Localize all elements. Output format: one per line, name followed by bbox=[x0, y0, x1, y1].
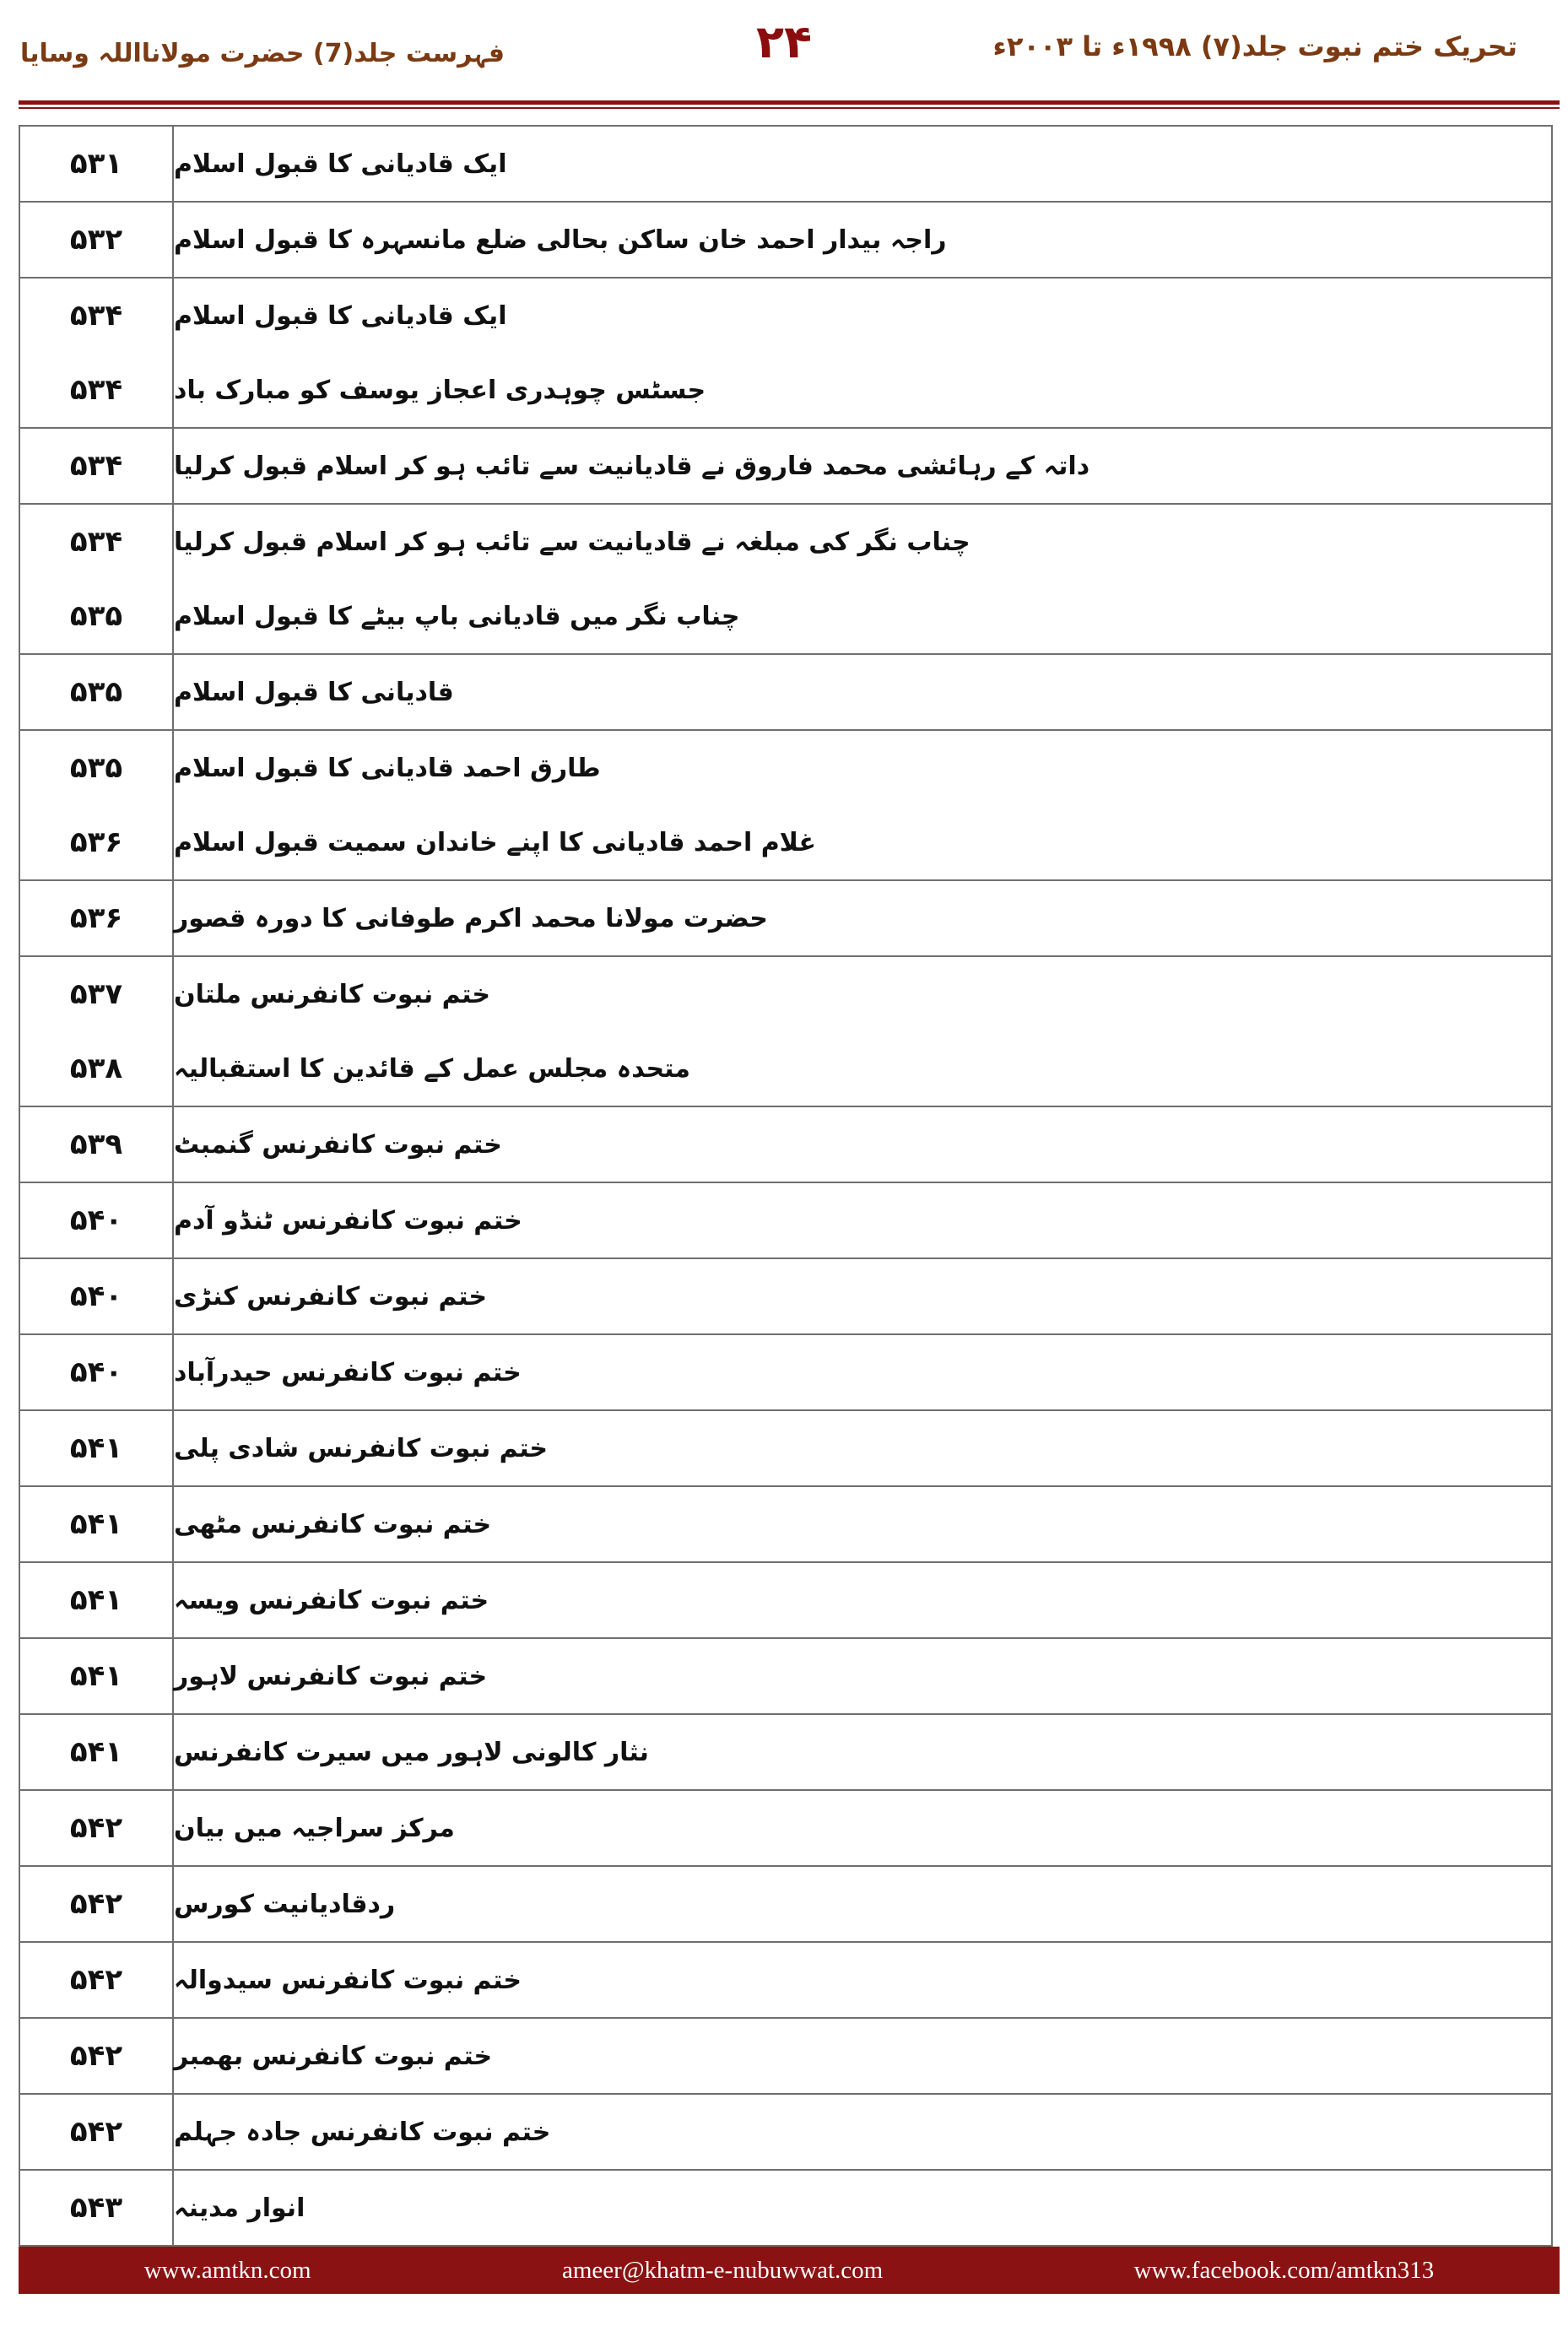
toc-group bbox=[19, 880, 1552, 956]
toc-page-number: ۵۳۴ bbox=[69, 449, 123, 483]
toc-page-number: ۵۳۵ bbox=[69, 599, 123, 633]
toc-page-number: ۵۳۴ bbox=[69, 525, 123, 559]
toc-entry-title[interactable]: ایک قادیانی کا قبول اسلام bbox=[174, 149, 507, 179]
page-number-cell bbox=[19, 428, 173, 504]
page-number-cell bbox=[19, 278, 173, 428]
page-number: ۲۴ bbox=[756, 15, 812, 68]
page-number-cell bbox=[19, 1866, 173, 1942]
toc-group bbox=[19, 1410, 1552, 1486]
toc-group bbox=[19, 202, 1552, 278]
contents-table bbox=[19, 125, 1553, 2247]
header-rule-thin bbox=[19, 107, 1560, 109]
toc-page-number: ۵۴۲ bbox=[69, 2039, 123, 2073]
entry-title-cell bbox=[173, 1638, 1552, 1714]
toc-entry-title[interactable]: ختم نبوت کانفرنس شادی پلی bbox=[174, 1433, 549, 1463]
toc-entry-title[interactable]: جسٹس چوہدری اعجاز یوسف کو مبارک باد bbox=[174, 375, 706, 405]
toc-entry-title[interactable]: ختم نبوت کانفرنس ملتان bbox=[174, 979, 491, 1009]
toc-group bbox=[19, 956, 1552, 1106]
toc-page-number: ۵۴۲ bbox=[69, 1887, 123, 1921]
toc-entry-title[interactable]: راجہ بیدار احمد خان ساکن بحالی ضلع مانسہرہ کا قبول اسلام bbox=[174, 224, 947, 255]
toc-page-number: ۵۴۲ bbox=[69, 1963, 123, 1997]
toc-group bbox=[19, 1942, 1552, 2018]
toc-entry-title[interactable]: متحدہ مجلس عمل کے قائدین کا استقبالیہ bbox=[174, 1053, 690, 1084]
toc-page-number: ۵۳۴ bbox=[69, 373, 123, 407]
toc-page-number: ۵۳۷ bbox=[69, 977, 123, 1011]
contents-table-body bbox=[19, 126, 1552, 2246]
page-number-cell bbox=[19, 1486, 173, 1562]
toc-page-number: ۵۳۶ bbox=[69, 825, 123, 859]
toc-entry-title[interactable]: ختم نبوت کانفرنس ویسہ bbox=[174, 1585, 489, 1615]
entry-title-cell bbox=[173, 1866, 1552, 1942]
page-number-cell bbox=[19, 126, 173, 202]
toc-entry-title[interactable]: داتہ کے رہائشی محمد فاروق نے قادیانیت سے تائب ہو کر اسلام قبول کرلیا bbox=[174, 451, 1090, 481]
toc-group bbox=[19, 2170, 1552, 2246]
toc-entry-title[interactable]: ختم نبوت کانفرنس مٹھی bbox=[174, 1509, 492, 1539]
entry-title-cell bbox=[173, 2170, 1552, 2246]
toc-page-number: ۵۴۱ bbox=[69, 1583, 123, 1617]
page-number-cell bbox=[19, 1714, 173, 1790]
toc-group bbox=[19, 654, 1552, 730]
toc-entry-title[interactable]: ختم نبوت کانفرنس کنڑی bbox=[174, 1281, 487, 1312]
toc-entry-title[interactable]: ختم نبوت کانفرنس حیدرآباد bbox=[174, 1357, 522, 1387]
toc-entry-title[interactable]: ختم نبوت کانفرنس لاہور bbox=[174, 1661, 488, 1691]
page-footer bbox=[19, 2247, 1560, 2294]
entry-title-cell bbox=[173, 504, 1552, 654]
toc-entry-title[interactable]: ختم نبوت کانفرنس جادہ جہلم bbox=[174, 2117, 551, 2147]
toc-group bbox=[19, 1714, 1552, 1790]
page-number-cell bbox=[19, 2094, 173, 2170]
toc-entry-title[interactable]: ایک قادیانی کا قبول اسلام bbox=[174, 300, 507, 331]
toc-group bbox=[19, 1182, 1552, 1258]
toc-entry-title[interactable]: غلام احمد قادیانی کا اپنے خاندان سمیت قبول اسلام bbox=[174, 827, 816, 857]
entry-title-cell bbox=[173, 1258, 1552, 1334]
toc-page-number: ۵۴۲ bbox=[69, 1811, 123, 1845]
toc-page-number: ۵۴۰ bbox=[69, 1355, 123, 1389]
toc-group bbox=[19, 504, 1552, 654]
page-number-cell bbox=[19, 1942, 173, 2018]
toc-page-number: ۵۴۰ bbox=[69, 1279, 123, 1313]
page-number-cell bbox=[19, 2170, 173, 2246]
toc-page-number: ۵۴۱ bbox=[69, 1507, 123, 1541]
toc-page-number: ۵۳۸ bbox=[69, 1052, 123, 1085]
book-title: تحریک ختم نبوت جلد(۷) ۱۹۹۸ء تا ۲۰۰۳ء bbox=[992, 30, 1517, 62]
entry-title-cell bbox=[173, 1486, 1552, 1562]
entry-title-cell bbox=[173, 880, 1552, 956]
toc-group bbox=[19, 1334, 1552, 1410]
page-number-cell bbox=[19, 1790, 173, 1866]
page-number-cell bbox=[19, 730, 173, 880]
entry-title-cell bbox=[173, 202, 1552, 278]
page-number-cell bbox=[19, 1258, 173, 1334]
page-number-cell bbox=[19, 1638, 173, 1714]
toc-entry-title[interactable]: ختم نبوت کانفرنس گنمبٹ bbox=[174, 1129, 502, 1160]
page-header bbox=[0, 0, 1568, 110]
page-number-cell bbox=[19, 504, 173, 654]
toc-page-number: ۵۴۳ bbox=[69, 2191, 123, 2225]
toc-group bbox=[19, 1790, 1552, 1866]
toc-page-number: ۵۳۲ bbox=[69, 223, 123, 257]
toc-page-number: ۵۳۹ bbox=[69, 1128, 123, 1161]
page-number-cell bbox=[19, 202, 173, 278]
toc-group bbox=[19, 730, 1552, 880]
entry-title-cell bbox=[173, 956, 1552, 1106]
footer-email[interactable]: ameer@khatm-e-nubuwwat.com bbox=[561, 2256, 884, 2284]
entry-title-cell bbox=[173, 1714, 1552, 1790]
toc-group bbox=[19, 2094, 1552, 2170]
toc-page-number: ۵۳۶ bbox=[69, 901, 123, 935]
entry-title-cell bbox=[173, 1334, 1552, 1410]
toc-page-number: ۵۳۴ bbox=[69, 299, 123, 333]
toc-page-number: ۵۴۲ bbox=[69, 2115, 123, 2149]
page-number-cell bbox=[19, 880, 173, 956]
toc-group bbox=[19, 428, 1552, 504]
toc-page-number: ۵۴۱ bbox=[69, 1431, 123, 1465]
toc-entry-title[interactable]: طارق احمد قادیانی کا قبول اسلام bbox=[174, 753, 601, 783]
toc-group bbox=[19, 126, 1552, 202]
toc-page-number: ۵۴۱ bbox=[69, 1735, 123, 1769]
toc-group bbox=[19, 1562, 1552, 1638]
entry-title-cell bbox=[173, 1562, 1552, 1638]
toc-entry-title[interactable]: قادیانی کا قبول اسلام bbox=[174, 677, 454, 707]
section-title: فہرست جلد(7) حضرت مولانااللہ وسایا bbox=[20, 39, 505, 68]
page-number-cell bbox=[19, 1182, 173, 1258]
footer-facebook[interactable]: www.facebook.com/amtkn313 bbox=[1133, 2256, 1435, 2284]
entry-title-cell bbox=[173, 730, 1552, 880]
entry-title-cell bbox=[173, 1942, 1552, 2018]
entry-title-cell bbox=[173, 654, 1552, 730]
toc-entry-title[interactable]: چناب نگر کی مبلغہ نے قادیانیت سے تائب ہو کر اسلام قبول کرلیا bbox=[174, 527, 971, 557]
toc-group bbox=[19, 1258, 1552, 1334]
toc-page-number: ۵۳۵ bbox=[69, 675, 123, 709]
page-number-cell bbox=[19, 2018, 173, 2094]
toc-page-number: ۵۴۰ bbox=[69, 1203, 123, 1237]
page-number-cell bbox=[19, 654, 173, 730]
footer-website[interactable]: www.amtkn.com bbox=[143, 2256, 311, 2284]
page-number-cell bbox=[19, 1410, 173, 1486]
entry-title-cell bbox=[173, 126, 1552, 202]
toc-entry-title[interactable]: ردقادیانیت کورس bbox=[174, 1889, 396, 1919]
toc-group bbox=[19, 1638, 1552, 1714]
toc-group bbox=[19, 1486, 1552, 1562]
toc-group bbox=[19, 2018, 1552, 2094]
toc-group bbox=[19, 278, 1552, 428]
toc-page-number: ۵۴۱ bbox=[69, 1659, 123, 1693]
toc-page-number: ۵۳۵ bbox=[69, 751, 123, 785]
toc-entry-title[interactable]: ختم نبوت کانفرنس ٹنڈو آدم bbox=[174, 1205, 522, 1236]
page-number-cell bbox=[19, 1106, 173, 1182]
entry-title-cell bbox=[173, 428, 1552, 504]
entry-title-cell bbox=[173, 2018, 1552, 2094]
page-number-cell bbox=[19, 956, 173, 1106]
header-rule-thick bbox=[19, 100, 1560, 105]
entry-title-cell bbox=[173, 1410, 1552, 1486]
toc-group bbox=[19, 1866, 1552, 1942]
toc-entry-title[interactable]: ختم نبوت کانفرنس سیدوالہ bbox=[174, 1965, 522, 1995]
toc-entry-title[interactable]: چناب نگر میں قادیانی باپ بیٹے کا قبول اسلام bbox=[174, 601, 740, 631]
page-number-cell bbox=[19, 1334, 173, 1410]
entry-title-cell bbox=[173, 278, 1552, 428]
entry-title-cell bbox=[173, 1790, 1552, 1866]
entry-title-cell bbox=[173, 1106, 1552, 1182]
entry-title-cell bbox=[173, 1182, 1552, 1258]
toc-group bbox=[19, 1106, 1552, 1182]
toc-entry-title[interactable]: مرکز سراجیہ میں بیان bbox=[174, 1813, 455, 1843]
page-number-cell bbox=[19, 1562, 173, 1638]
toc-entry-title[interactable]: حضرت مولانا محمد اکرم طوفانی کا دورہ قصور bbox=[174, 903, 768, 933]
entry-title-cell bbox=[173, 2094, 1552, 2170]
toc-entry-title[interactable]: ختم نبوت کانفرنس بھمبر bbox=[174, 2041, 493, 2071]
toc-entry-title[interactable]: انوار مدینہ bbox=[174, 2193, 305, 2223]
toc-page-number: ۵۳۱ bbox=[69, 147, 123, 181]
toc-entry-title[interactable]: نثار کالونی لاہور میں سیرت کانفرنس bbox=[174, 1737, 649, 1767]
